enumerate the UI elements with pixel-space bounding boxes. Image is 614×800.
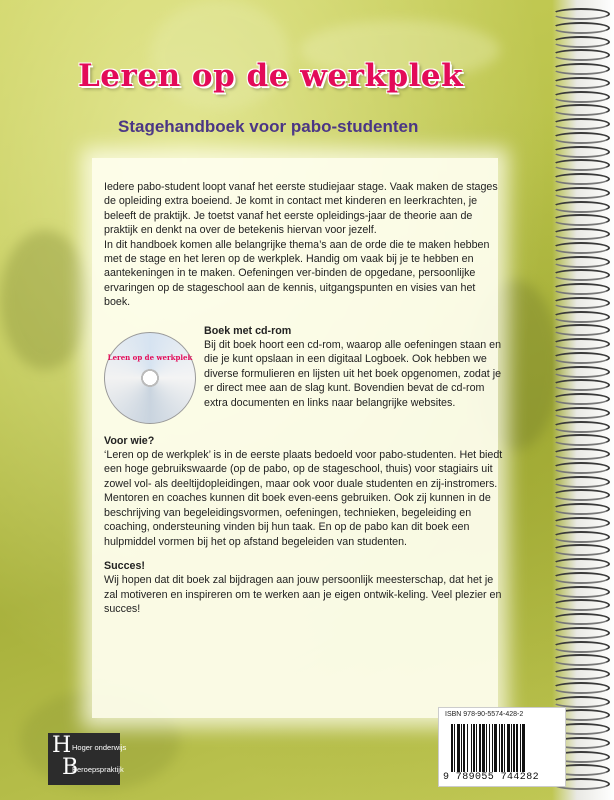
spiral-ring <box>552 448 610 460</box>
spiral-ring <box>552 91 610 103</box>
spiral-ring <box>552 558 610 570</box>
spiral-ring <box>552 187 610 199</box>
intro-paragraph-2: In dit handboek komen alle belangrijke thema’s aan de orde die te maken hebben met de stage en het leren op de werkplek. Handig om vaak bij je te hebben en aantekeningen in te maken. Oefeningen ver-binden de opgedane, persoonlijke ervaringen op de stageschool aan de kennis, uitgangspunten en visies van het boek. <box>104 238 490 309</box>
spiral-ring <box>552 366 610 378</box>
publisher-line-2: Beroepspraktijk <box>72 765 124 774</box>
spiral-ring <box>552 379 610 391</box>
spiral-ring <box>552 668 610 680</box>
spiral-ring <box>552 517 610 529</box>
succes-heading: Succes! <box>104 559 145 572</box>
spiral-ring <box>552 641 610 653</box>
barcode-number: 9 789055 744282 <box>443 772 540 783</box>
spiral-ring <box>552 503 610 515</box>
succes-paragraph: Wij hopen dat dit boek zal bijdragen aan jouw persoonlijk meesterschap, dat het je zal motiveren en inspireren om te werken aan je eigen ontwik-keling. Veel plezier en succes! <box>104 574 502 616</box>
spiral-ring <box>552 173 610 185</box>
spiral-ring <box>552 256 610 268</box>
spiral-ring <box>552 297 610 309</box>
spiral-ring <box>552 489 610 501</box>
spiral-ring <box>552 201 610 213</box>
spiral-ring <box>552 77 610 89</box>
spiral-ring <box>552 476 610 488</box>
cd-section <box>104 324 504 424</box>
spiral-ring <box>552 132 610 144</box>
spiral-ring <box>552 63 610 75</box>
spiral-ring <box>552 22 610 34</box>
cd-paragraph: Bij dit boek hoort een cd-rom, waarop alle oefeningen staan en die je kunt opslaan in een digitaal Logboek. Ook hebben we diverse formulieren en lijsten uit het boek opgenomen, zodat je er direct mee aan de slag kunt. Bovendien bevat de cd-rom extra documenten en links naar belangrijke websites. <box>204 339 502 409</box>
publisher-line-1: Hoger onderwijs <box>72 743 127 752</box>
publisher-logo <box>48 733 127 785</box>
isbn-barcode-box <box>438 707 566 787</box>
spiral-ring <box>552 324 610 336</box>
spiral-ring <box>552 146 610 158</box>
spiral-ring <box>552 36 610 48</box>
spiral-ring <box>552 627 610 639</box>
spiral-ring <box>552 696 610 708</box>
spiral-ring <box>552 599 610 611</box>
cd-label: Leren op de werkplek <box>107 352 193 362</box>
cd-heading: Boek met cd-rom <box>204 324 292 337</box>
barcode-icon <box>451 724 555 772</box>
spiral-ring <box>552 572 610 584</box>
publisher-logo-b: B <box>62 755 79 780</box>
intro-paragraph-1: Iedere pabo-student loopt vanaf het eerste studiejaar stage. Vaak maken de stages de opleiding extra boeiend. Je komt in contact met kinderen en leerkrachten, je beleeft de praktijk. Je toetst vanaf het eerste opleidings-jaar de theorie aan de praktijk en denkt na over de betekenis hiervan voor jezelf. <box>104 181 498 237</box>
spiral-ring <box>552 613 610 625</box>
cd-rom-icon <box>104 332 196 424</box>
spiral-ring <box>552 338 610 350</box>
spiral-ring <box>552 49 610 61</box>
voor-wie-paragraph: ‘Leren op de werkplek’ is in de eerste plaats bedoeld voor pabo-studenten. Het biedt een hoge gebruikswaarde (op de pabo, op de stageschool, thuis) voor stagiairs uit zowel vol- als deeltijdopleidingen, maar ook voor duale studenten en zij-instromers. Mentoren en coaches kunnen dit boek even-eens gebruiken. Ook zij kunnen in de beschrijving van begeleidingsvormen, oefeningen, technieken, begeleiding en coaching, ondersteuning vinden bij hun taak. En op de pabo kan dit boek een hulpmiddel vormen bij het op afstand begeleiden van studenten. <box>104 449 503 548</box>
spiral-ring <box>552 586 610 598</box>
spiral-ring <box>552 682 610 694</box>
spiral-ring <box>552 269 610 281</box>
spiral-ring <box>552 434 610 446</box>
spiral-binding <box>552 8 612 798</box>
isbn-label: ISBN 978-90-5574-428-2 <box>445 711 524 718</box>
blurb <box>104 180 504 617</box>
photo-blob <box>0 230 90 370</box>
spiral-ring <box>552 8 610 20</box>
spiral-ring <box>552 421 610 433</box>
spiral-ring <box>552 544 610 556</box>
spiral-ring <box>552 214 610 226</box>
book-subtitle: Stagehandboek voor pabo-studenten <box>118 117 419 136</box>
spiral-ring <box>552 352 610 364</box>
spiral-ring <box>552 407 610 419</box>
spiral-ring <box>552 242 610 254</box>
book-title: Leren op de werkplek <box>78 58 464 94</box>
voor-wie-heading: Voor wie? <box>104 434 155 447</box>
spiral-ring <box>552 283 610 295</box>
spiral-ring <box>552 159 610 171</box>
spiral-ring <box>552 104 610 116</box>
cd-text-block <box>204 324 504 424</box>
spiral-ring <box>552 531 610 543</box>
publisher-logo-h: H <box>52 733 72 758</box>
spiral-ring <box>552 311 610 323</box>
spiral-ring <box>552 654 610 666</box>
spiral-ring <box>552 393 610 405</box>
spiral-ring <box>552 228 610 240</box>
spiral-ring <box>552 462 610 474</box>
spiral-ring <box>552 118 610 130</box>
